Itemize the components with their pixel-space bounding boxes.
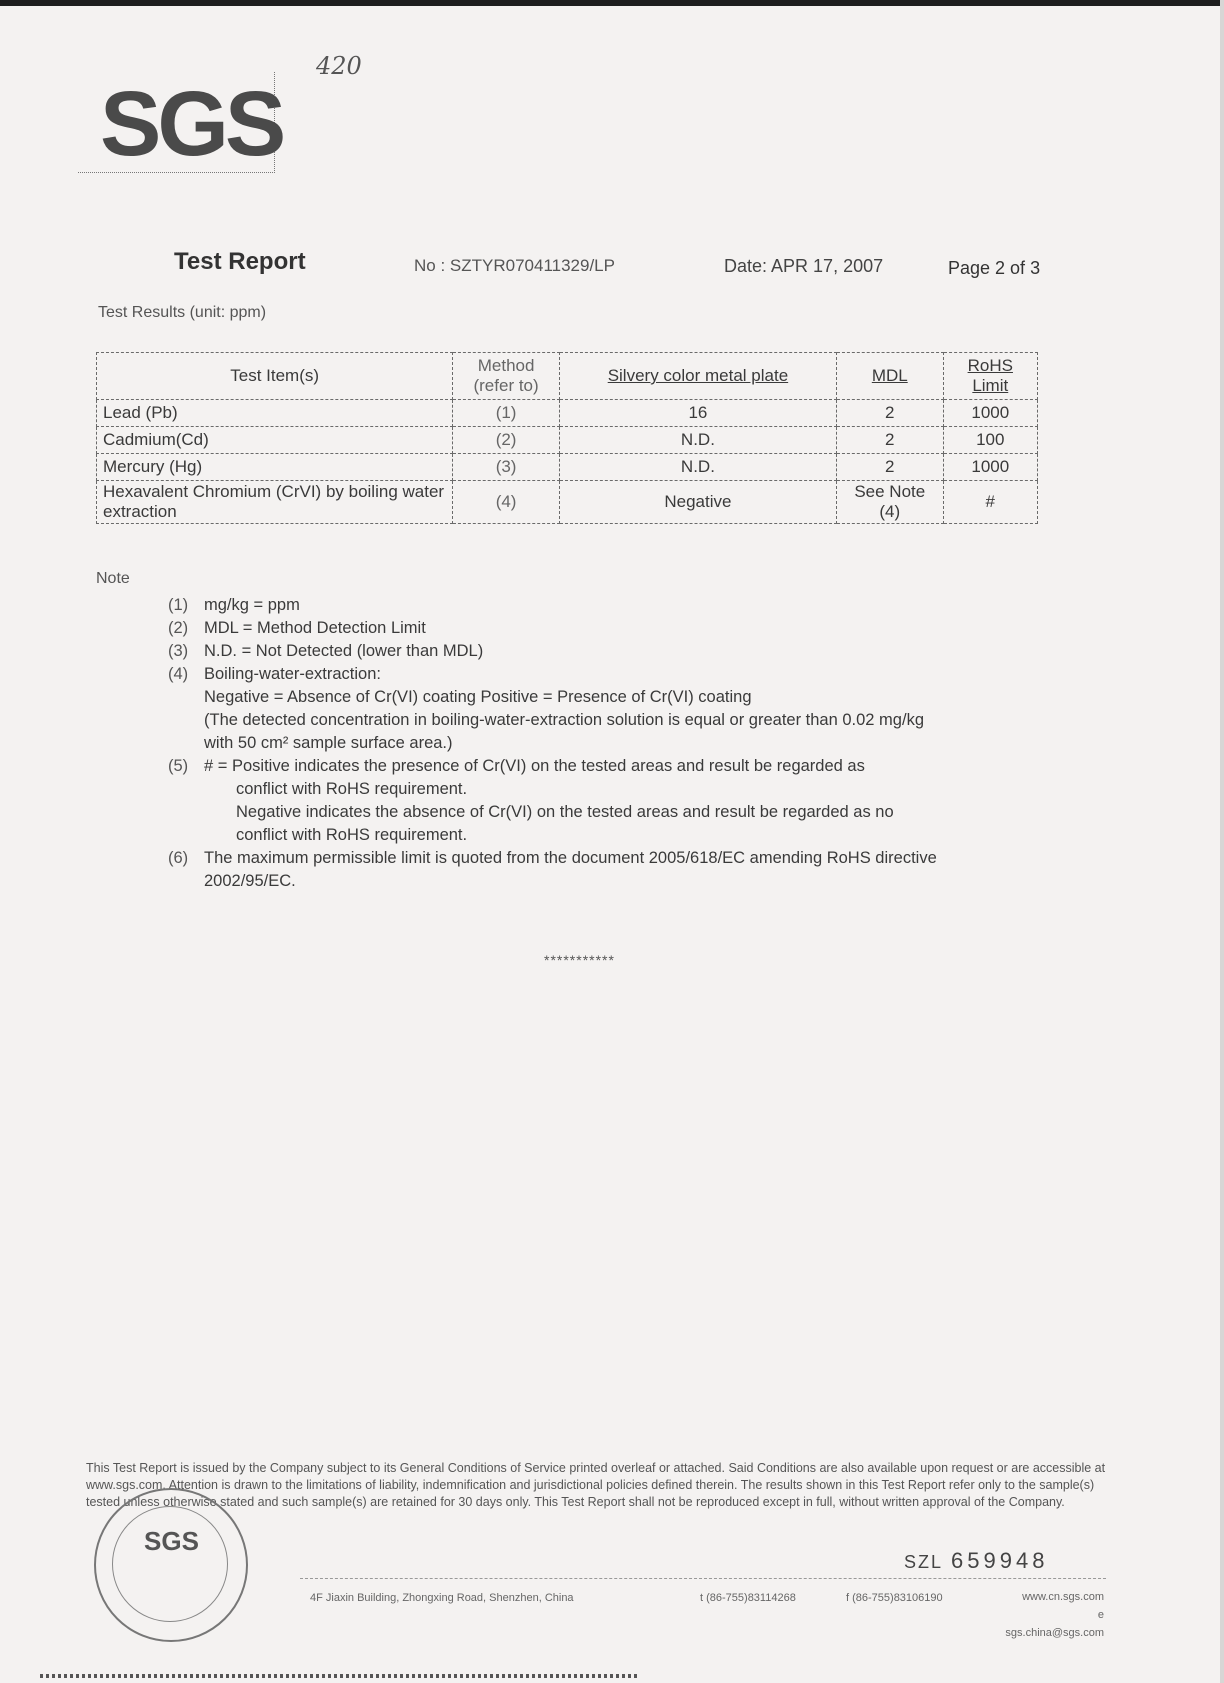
- note-text: The maximum permissible limit is quoted from the document 2005/618/EC amending RoHS directive: [204, 849, 937, 867]
- scan-bottom-strip: [40, 1674, 640, 1678]
- cell-mdl: See Note (4): [836, 481, 943, 524]
- note-5-line-2: conflict with RoHS requirement.: [236, 780, 468, 798]
- note-1: [168, 594, 1108, 617]
- cell-mdl: 2: [836, 427, 943, 454]
- cell-method: (1): [453, 400, 560, 427]
- serial-number: [904, 1548, 1048, 1574]
- note-6: [168, 847, 1108, 870]
- table-row: [97, 400, 1038, 427]
- note-text: MDL = Method Detection Limit: [204, 619, 426, 637]
- cell-mdl: 2: [836, 454, 943, 481]
- footer-divider: [300, 1578, 1106, 1579]
- table-header-row: [97, 353, 1038, 400]
- results-table: [96, 352, 1038, 524]
- end-marker: ***********: [544, 952, 615, 968]
- report-date: Date: APR 17, 2007: [724, 256, 884, 276]
- sgs-logo: SGS: [100, 73, 283, 175]
- report-header: [174, 248, 1074, 278]
- header-sample: Silvery color metal plate: [559, 353, 836, 400]
- note-number: (3): [168, 642, 189, 660]
- header-rohs-limit: RoHS Limit: [943, 353, 1037, 400]
- note-text: N.D. = Not Detected (lower than MDL): [204, 642, 484, 660]
- scan-edge-top: [0, 0, 1224, 6]
- cell-limit: 1000: [943, 400, 1037, 427]
- note-number: (5): [168, 757, 189, 775]
- table-row: [97, 427, 1038, 454]
- note-2: [168, 617, 1108, 640]
- note-text: Boiling-water-extraction:: [204, 665, 381, 683]
- note-6-line-2: 2002/95/EC.: [204, 872, 296, 890]
- table-row: [97, 481, 1038, 524]
- cell-limit: 100: [943, 427, 1037, 454]
- header-test-item: Test Item(s): [97, 353, 453, 400]
- footer-address: 4F Jiaxin Building, Zhongxing Road, Shenzhen, China: [310, 1592, 574, 1604]
- footer-phone: t (86-755)83114268: [700, 1592, 796, 1604]
- serial-digits: 659948: [951, 1548, 1049, 1573]
- cell-item: Mercury (Hg): [97, 454, 453, 481]
- note-4-line-2: Negative = Absence of Cr(VI) coating Positive = Presence of Cr(VI) coating: [204, 688, 752, 706]
- notes-heading: Note: [96, 570, 130, 587]
- cell-method: (2): [453, 427, 560, 454]
- note-5-line-4: conflict with RoHS requirement.: [236, 826, 468, 844]
- note-text: mg/kg = ppm: [204, 596, 300, 614]
- note-4: [168, 663, 1108, 686]
- note-number: (6): [168, 849, 189, 867]
- handwritten-note: 420: [316, 52, 362, 80]
- cell-method: (3): [453, 454, 560, 481]
- report-number: No : SZTYR070411329/LP: [414, 256, 615, 275]
- results-caption: Test Results (unit: ppm): [98, 304, 267, 321]
- cell-item: Lead (Pb): [97, 400, 453, 427]
- note-number: (1): [168, 596, 189, 614]
- header-method: Method (refer to): [453, 353, 560, 400]
- cell-item: Hexavalent Chromium (CrVI) by boiling water extraction: [97, 481, 453, 524]
- seal-text: SGS: [144, 1526, 199, 1556]
- note-number: (2): [168, 619, 189, 637]
- report-title: Test Report: [174, 248, 306, 275]
- seal-inner-ring: [112, 1506, 228, 1622]
- cell-sample: N.D.: [559, 427, 836, 454]
- cell-limit: 1000: [943, 454, 1037, 481]
- note-4-line-3: (The detected concentration in boiling-water-extraction solution is equal or greater than 0.02 mg/kg: [204, 711, 924, 729]
- page-indicator: Page 2 of 3: [948, 258, 1041, 278]
- note-3: [168, 640, 1108, 663]
- scan-edge-right: [1220, 0, 1224, 1683]
- footer-contact: [1004, 1588, 1104, 1642]
- footer-website: www.cn.sgs.com: [1022, 1591, 1104, 1603]
- cell-mdl: 2: [836, 400, 943, 427]
- serial-prefix: SZL: [904, 1552, 944, 1572]
- header-mdl: MDL: [836, 353, 943, 400]
- note-text: # = Positive indicates the presence of Cr(VI) on the tested areas and result be regarded as: [204, 757, 865, 775]
- cell-sample: N.D.: [559, 454, 836, 481]
- company-seal: [94, 1488, 248, 1642]
- cell-sample: 16: [559, 400, 836, 427]
- note-number: (4): [168, 665, 189, 683]
- note-4-line-4: with 50 cm² sample surface area.): [204, 734, 453, 752]
- cell-item: Cadmium(Cd): [97, 427, 453, 454]
- cell-limit: #: [943, 481, 1037, 524]
- footer-fax: f (86-755)83106190: [846, 1592, 943, 1604]
- note-5-line-3: Negative indicates the absence of Cr(VI) on the tested areas and result be regarded as no: [236, 803, 894, 821]
- cell-method: (4): [453, 481, 560, 524]
- disclaimer-text: This Test Report is issued by the Company subject to its General Conditions of Service printed overleaf or attached. Said Conditions are also available upon request or are accessible at www.sgs.com. Attention is drawn to the limitations of liability, indemnification and jurisdictional policies defined therein. The results shown in this Test Report refer only to the sample(s) tested unless otherwise stated and such sample(s) are retained for 30 days only. This Test Report shall not be reproduced except in full, without written approval of the Company.: [86, 1461, 1106, 1509]
- notes-list: [168, 594, 1108, 893]
- cell-sample: Negative: [559, 481, 836, 524]
- note-5: [168, 755, 1108, 778]
- table-row: [97, 454, 1038, 481]
- footer-email: e sgs.china@sgs.com: [1005, 1609, 1104, 1639]
